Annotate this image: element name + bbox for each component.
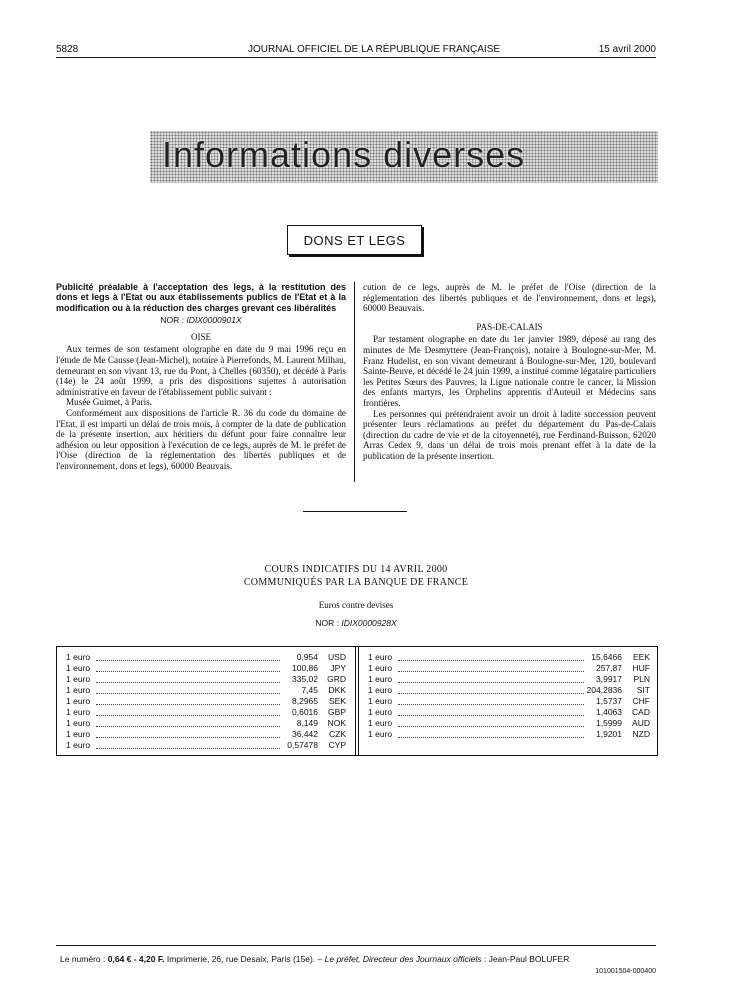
right-column (363, 282, 656, 462)
rate-row (66, 718, 346, 729)
rate-row (66, 685, 346, 696)
rate-row (66, 740, 346, 751)
footer-price: 0,64 € - 4,20 F. (107, 954, 165, 964)
rate-leader-dots (398, 704, 584, 705)
rate-value: 0,6016 (292, 707, 318, 717)
column-divider (354, 282, 355, 482)
rate-value: 36,442 (292, 729, 318, 739)
rate-currency: JPY (330, 663, 346, 673)
rate-unit-label: 1 euro (66, 718, 91, 728)
rate-leader-dots (398, 671, 584, 672)
rates-nor-code: IDIX0000928X (341, 618, 397, 628)
rate-row (66, 674, 346, 685)
rates-right-list (368, 652, 650, 752)
rate-currency: NOK (327, 718, 346, 728)
oise-paragraph-3: Conformément aux dispositions de l'article R. 36 du code du domaine de l'Etat, il est imparti un délai de trois mois, à compter de la date de publication de la présente insertion, aux héritiers du défunt pour faire connaître leur adhésion ou leur opposition à l'exécution de ce legs, auprès de M. le préfet de l'Oise (direction de la réglementation des libertés publiques et de l'environnement, dons et legs), 60000 Beauvais. (56, 407, 346, 471)
rates-left-list (66, 652, 346, 752)
rate-leader-dots (398, 660, 584, 661)
rate-row (66, 707, 346, 718)
pas-de-calais-paragraph-2: Les personnes qui prétendraient avoir un droit à ladite succession peuvent présenter leurs réclamations au préfet du département du Pas-de-Calais (direction du cadre de vie et de la citoyenneté), rue Ferdinand-Buisson, 62020 Arras Cedex 9, dans un délai de trois mois prenant effet à la date de la publication de la présente insertion. (363, 408, 656, 461)
article-title: Publicité préalable à l'acceptation des legs, à la restitution des dons et legs à l'Etat ou aux établissements publics de l'Etat et à la modification ou à la réduction des charges grevant ces libéralités (56, 282, 346, 313)
rate-value: 15,6466 (591, 652, 622, 662)
rates-title-line-1: COURS INDICATIFS DU 14 AVRIL 2000 (264, 564, 448, 575)
footer-text (60, 954, 569, 964)
rate-row (368, 718, 650, 729)
rate-row (66, 696, 346, 707)
rate-row (368, 674, 650, 685)
rate-unit-label: 1 euro (66, 740, 91, 750)
rate-value: 7,45 (301, 685, 318, 695)
rate-currency: SIT (636, 685, 650, 695)
rate-unit-label: 1 euro (66, 685, 91, 695)
rate-unit-label: 1 euro (368, 718, 393, 728)
rate-leader-dots (398, 682, 584, 683)
region-heading-oise: OISE (191, 331, 211, 342)
rate-unit-label: 1 euro (368, 663, 393, 673)
rate-leader-dots (96, 748, 280, 749)
rate-leader-dots (96, 704, 280, 705)
rate-unit-label: 1 euro (368, 674, 393, 684)
footer-imprint: Imprimerie, 26, rue Desaix, Paris (15e). – (166, 954, 323, 964)
rate-currency: PLN (633, 674, 650, 684)
rate-row (66, 729, 346, 740)
rate-value: 100,86 (292, 663, 318, 673)
rates-title-line-2: COMMUNIQUÉS PAR LA BANQUE DE FRANCE (243, 577, 469, 588)
footer-rule (56, 945, 656, 946)
rate-row (368, 707, 650, 718)
rate-unit-label: 1 euro (368, 685, 393, 695)
rate-row (368, 685, 650, 696)
pas-de-calais-paragraph-1: Par testament olographe en date du 1er janvier 1989, déposé au rang des minutes de Me Desmyttere (Jean-François), notaire à Boulogne-sur-Mer, M. Franz Hudelist, en son vivant demeurant à Boulogne-sur-Mer, 120, boulevard Sainte-Beuve, et décédé le 24 juin 1999, a institué comme légataire particuliers les Petites Sœurs des Pauvres, la Ligue nationale contre le cancer, la Mission des enfants martyrs, les Orphelins apprentis d'Auteuil et Médecins sans frontières. (363, 334, 656, 408)
rate-currency: CZK (329, 729, 346, 739)
nor-label: NOR : (160, 315, 184, 326)
oise-paragraph-1: Aux termes de son testament olographe en date du 9 mai 1996 reçu en l'étude de Me Causse (Jean-Michel), notaire à Pierrefonds, M. Laurent Milhau, demeurant en son vivant 13, rue du Pont, à Chelles (60350), et décédé à Paris (14e) le 24 août 1999, a pris des dispositions sujettes à autorisation administrative en faveur de l'établissement public suivant : (56, 344, 346, 397)
subsection-box (287, 225, 422, 255)
rates-subtitle: Euros contre devises (318, 600, 394, 610)
rate-row (368, 729, 650, 740)
oise-paragraph-3-continued: cution de ce legs, auprès de M. le préfet de l'Oise (direction de la réglementation des libertés publiques et de l'environnement, dons et legs), 60000 Beauvais. (363, 282, 656, 314)
rate-unit-label: 1 euro (66, 652, 91, 662)
rate-unit-label: 1 euro (368, 707, 393, 717)
rate-unit-label: 1 euro (368, 696, 393, 706)
rate-leader-dots (96, 671, 280, 672)
footer-code: 101001504-000400 (595, 968, 656, 975)
rate-leader-dots (398, 726, 584, 727)
rate-currency: CHF (632, 696, 650, 706)
left-column (56, 282, 346, 471)
footer-director-role: Le préfet, Directeur des Journaux officiels (324, 954, 482, 964)
rate-leader-dots (96, 693, 280, 694)
article-nor (56, 315, 346, 326)
rate-unit-label: 1 euro (66, 674, 91, 684)
rate-unit-label: 1 euro (66, 663, 91, 673)
rate-value: 257,87 (596, 663, 622, 673)
rate-currency: AUD (632, 718, 650, 728)
rate-unit-label: 1 euro (368, 652, 393, 662)
rate-row (66, 652, 346, 663)
rate-value: 1,5999 (596, 718, 622, 728)
rate-value: 3,9917 (596, 674, 622, 684)
rate-currency: HUF (632, 663, 650, 673)
rate-currency: USD (328, 652, 346, 662)
rate-value: 8,2965 (292, 696, 318, 706)
rate-row (368, 652, 650, 663)
rate-currency: GRD (327, 674, 346, 684)
rate-leader-dots (96, 715, 280, 716)
rate-currency: CAD (632, 707, 650, 717)
footer-director-name: : Jean-Paul BOLUFER (483, 954, 570, 964)
rate-row (66, 663, 346, 674)
section-title: Informations diverses (162, 134, 526, 175)
journal-title: JOURNAL OFFICIEL DE LA RÉPUBLIQUE FRANÇAISE (247, 44, 501, 55)
rate-currency: GBP (328, 707, 346, 717)
subsection-title: DONS ET LEGS (303, 232, 406, 248)
rate-value: 0,954 (296, 652, 318, 662)
rate-currency: NZD (632, 729, 650, 739)
region-heading-pas-de-calais: PAS-DE-CALAIS (476, 321, 543, 332)
rate-value: 1,4063 (596, 707, 622, 717)
rate-value: 1,5737 (596, 696, 622, 706)
rate-currency: EEK (632, 652, 650, 662)
rate-currency: SEK (328, 696, 346, 706)
header-rule (56, 57, 656, 58)
rate-leader-dots (398, 693, 584, 694)
rate-unit-label: 1 euro (368, 729, 393, 739)
rate-value: 335,02 (292, 674, 318, 684)
rate-leader-dots (398, 737, 584, 738)
rate-leader-dots (96, 737, 280, 738)
rate-value: 1,9201 (596, 729, 622, 739)
rate-leader-dots (398, 715, 584, 716)
rate-value: 0,57478 (287, 740, 318, 750)
separator-rule (303, 511, 407, 512)
rate-leader-dots (96, 726, 280, 727)
page-date: 15 avril 2000 (598, 44, 656, 55)
page-number: 5828 (56, 44, 79, 55)
rates-table-divider (355, 646, 359, 756)
rate-leader-dots (96, 660, 280, 661)
footer-label: Le numéro : (60, 954, 106, 964)
rate-currency: DKK (328, 685, 346, 695)
rate-row (368, 696, 650, 707)
rate-unit-label: 1 euro (66, 729, 91, 739)
rate-row (368, 663, 650, 674)
rates-nor-label: NOR : (315, 618, 339, 628)
rate-unit-label: 1 euro (66, 707, 91, 717)
rate-unit-label: 1 euro (66, 696, 91, 706)
rate-leader-dots (96, 682, 280, 683)
rates-nor (0, 618, 712, 628)
rate-value: 204,2836 (586, 685, 622, 695)
rate-currency: CYP (328, 740, 346, 750)
rate-value: 8,149 (296, 718, 318, 728)
oise-paragraph-2: Musée Guimet, à Paris. (66, 397, 152, 408)
nor-code: IDIX0000901X (186, 315, 242, 326)
